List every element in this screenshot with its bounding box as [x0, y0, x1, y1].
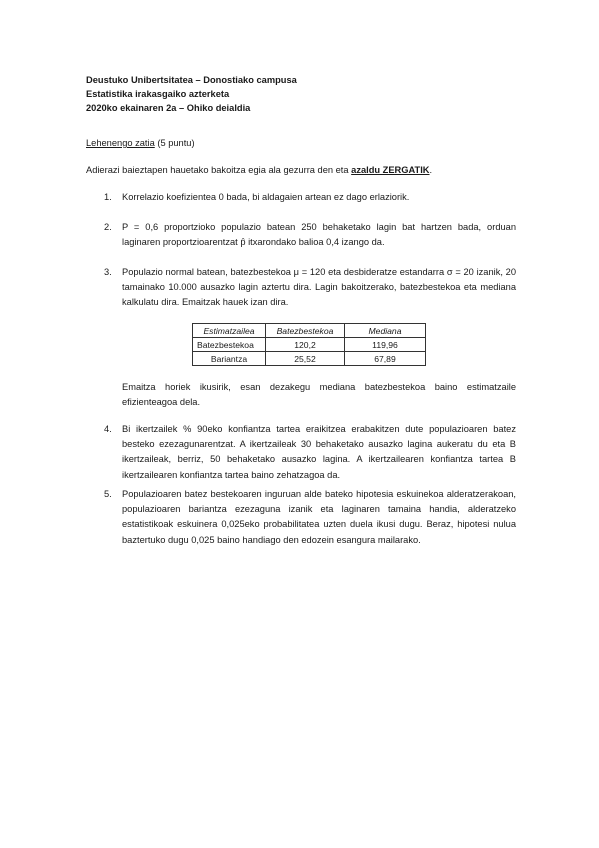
question-number: 4.: [104, 424, 112, 434]
instruction-emphasis: azaldu ZERGATIK: [351, 165, 430, 175]
question-item: [86, 220, 516, 250]
question-conclusion: Emaitza horiek ikusirik, esan dezakegu mediana batezbestekoa baino estimatzaile efizienteagoa dela.: [122, 382, 516, 408]
table-cell: 67,89: [345, 352, 426, 366]
table-header: Estimatzailea: [193, 324, 266, 338]
subject-line: Estatistika irakasgaiko azterketa: [86, 89, 230, 99]
question-item: [86, 265, 516, 311]
results-table: [192, 323, 426, 366]
question-item: [86, 487, 516, 548]
question-text: Korrelazio koefizientea 0 bada, bi aldagaien artean ez dago erlaziorik.: [122, 192, 410, 202]
table-cell: Batezbestekoa: [193, 338, 266, 352]
document-header: [86, 73, 297, 115]
table-cell: 25,52: [266, 352, 345, 366]
section-title: Lehenengo zatia: [86, 138, 155, 148]
table-cell: 120,2: [266, 338, 345, 352]
question-number: 5.: [104, 489, 112, 499]
instruction-before: Adierazi baieztapen hauetako bakoitza egia ala gezurra den eta: [86, 165, 352, 175]
table-header: Batezbestekoa: [266, 324, 345, 338]
question-number: 3.: [104, 267, 112, 277]
table-row: [193, 338, 426, 352]
table-header-row: [193, 324, 426, 338]
question-item: [86, 190, 516, 205]
section-points: (5 puntu): [154, 138, 195, 148]
instruction: [86, 165, 432, 175]
question-item: [86, 422, 516, 483]
question-number: 1.: [104, 192, 112, 202]
section-heading: [86, 138, 195, 148]
date-line: 2020ko ekainaren 2a – Ohiko deialdia: [86, 103, 251, 113]
question-text: Bi ikertzailek % 90eko konfiantza tartea eraikitzea erabakitzen dute populazioaren batez besteko ezezagunarentzat. A ikertzaileak 30 behaketako ausazko lagina aukeratu du eta B ikertzaileak, berriz, 50 behaketako ausazko lagina. A ikertzailearen konfiantza tartea B ikertzailearen konfiantza tartea baino zehatzagoa da.: [122, 424, 516, 480]
table-cell: 119,96: [345, 338, 426, 352]
table-row: [193, 352, 426, 366]
question-text: Populazioaren batez bestekoaren inguruan alde bateko hipotesia eskuinekoa alderatzerakoan, populazioaren bariantza ezezaguna izanik eta laginaren tamaina handia, alderatzeko estatistikoak eskuinera 0,025eko probabilitatea uzten duela ikusi dugu. Beraz, hipotesi nulua baztertuko dugu 0,025 baino handiago den edozein esangura mailarako.: [122, 489, 516, 545]
university-line: Deustuko Unibertsitatea – Donostiako campusa: [86, 75, 297, 85]
question-number: 2.: [104, 222, 112, 232]
question-text: P = 0,6 proportzioko populazio batean 250 behaketako lagin bat hartzen bada, orduan laginaren proportzioarentzat p̂ itxarondako balioa 0,4 izango da.: [122, 222, 516, 248]
table-cell: Bariantza: [193, 352, 266, 366]
table-header: Mediana: [345, 324, 426, 338]
instruction-after: .: [429, 165, 433, 175]
question-text: Populazio normal batean, batezbestekoa μ = 120 eta desbideratze estandarra σ = 20 izanik, 20 tamainako 10.000 ausazko lagin aztertu dira. Lagin bakoitzerako, batezbestekoa eta mediana kalkulatu dira. Emaitzak hauek izan dira.: [122, 267, 516, 308]
